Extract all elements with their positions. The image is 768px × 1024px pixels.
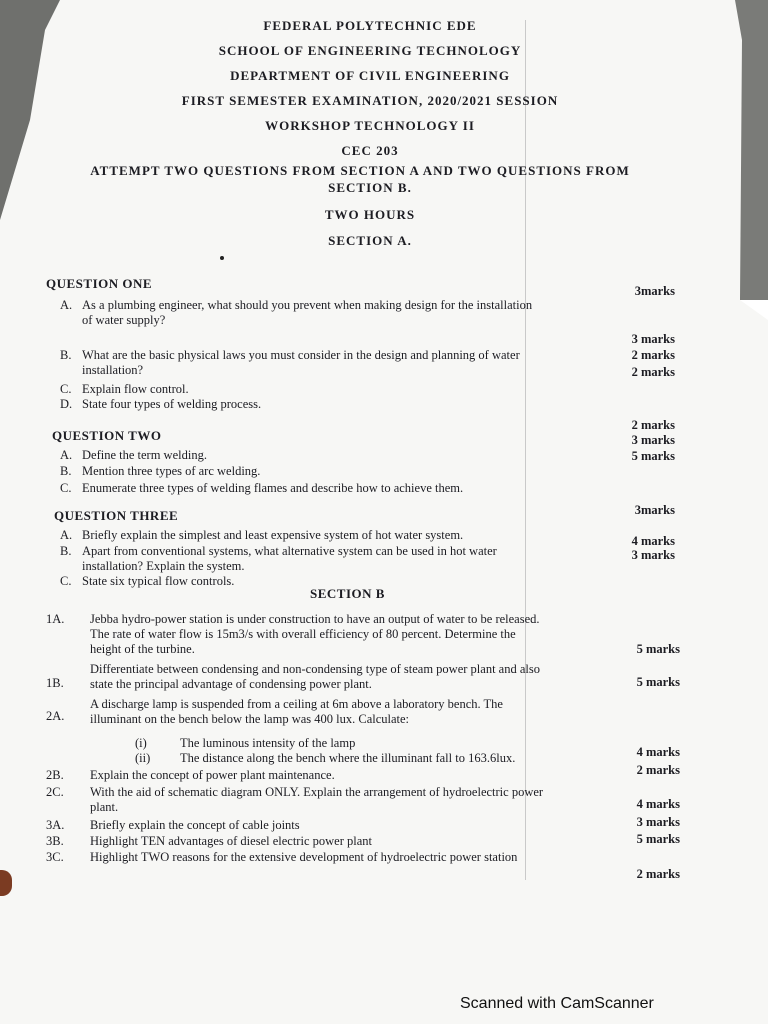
sb-2c-number: 2C.	[46, 785, 64, 799]
sb-3c-number: 3C.	[46, 850, 64, 864]
course-title: WORKSHOP TECHNOLOGY II	[265, 118, 475, 133]
q1-b-label: B.	[60, 348, 72, 362]
sb-2b-text: Explain the concept of power plant maintenance.	[90, 768, 335, 782]
q2-c-text: Enumerate three types of welding flames and describe how to achieve them.	[82, 481, 464, 495]
q3-part-b	[60, 544, 675, 574]
q1-a-text: As a plumbing engineer, what should you prevent when making design for the installation	[82, 298, 533, 312]
sb-2c-body	[90, 785, 680, 815]
question-two-title: QUESTION TWO	[52, 428, 162, 443]
sb-1a-marks: 5 marks	[636, 642, 680, 656]
sb-2a-line-2: illuminant on the bench below the lamp was 400 lux. Calculate:	[90, 712, 410, 726]
q1-d-text: State four types of welding process.	[82, 397, 262, 411]
sb-3b-number: 3B.	[46, 834, 64, 848]
question-three-title: QUESTION THREE	[54, 508, 179, 523]
q3-part-a	[60, 528, 675, 543]
sb-1a-body	[90, 612, 680, 657]
sb-1a-line-3: height of the turbine.	[90, 642, 195, 656]
sb-2c-line-1: With the aid of schematic diagram ONLY. Explain the arrangement of hydroelectric power	[90, 785, 544, 799]
sb-1b-marks: 5 marks	[636, 675, 680, 689]
q1-part-d	[60, 397, 675, 412]
sb-2a-marks: 4 marks	[636, 745, 680, 759]
ink-dot	[220, 256, 224, 260]
q2-b-label: B.	[60, 464, 72, 478]
q2-c-marks: 5 marks	[631, 449, 675, 463]
sb-3a-marks: 3 marks	[636, 815, 680, 829]
q2-part-a	[60, 448, 675, 463]
institution-name: FEDERAL POLYTECHNIC EDE	[263, 18, 477, 33]
q3-b-continuation: installation? Explain the system.	[82, 559, 245, 573]
q1-c-text: Explain flow control.	[82, 382, 189, 396]
duration: TWO HOURS	[324, 207, 416, 222]
q1-d-label: D.	[60, 397, 73, 411]
q2-b-text: Mention three types of arc welding.	[82, 464, 261, 478]
q3-b-label: B.	[60, 544, 72, 558]
q3-c-text: State six typical flow controls.	[82, 574, 235, 588]
instruction-line-2: SECTION B.	[328, 180, 412, 195]
q3-a-label: A.	[60, 528, 73, 542]
q1-d-marks: 2 marks	[631, 365, 675, 379]
q1-b-marks: 3 marks	[631, 332, 675, 346]
sb-3a-number: 3A.	[46, 818, 65, 832]
section-a-title: SECTION A.	[328, 233, 412, 248]
sb-question-1b	[46, 662, 680, 694]
q2-part-c	[60, 481, 675, 496]
sb-2b-marks: 2 marks	[636, 763, 680, 777]
q3-a-marks: 3marks	[634, 503, 675, 517]
q2-c-label: C.	[60, 481, 72, 495]
q1-c-marks: 2 marks	[631, 348, 675, 362]
sb-1b-number: 1B.	[46, 676, 64, 690]
sb-2a-body	[90, 697, 680, 727]
sb-1a-line-1: Jebba hydro-power station is under construction to have an output of water to be released.	[90, 612, 540, 626]
q2-b-marks: 3 marks	[631, 433, 675, 447]
q2-a-text: Define the term welding.	[82, 448, 207, 462]
q1-a-continuation: of water supply?	[82, 313, 166, 327]
sb-1b-body	[90, 662, 680, 692]
sb-3a-text: Briefly explain the concept of cable joints	[90, 818, 300, 832]
sb-1b-line-1: Differentiate between condensing and non-condensing type of steam power plant and also	[90, 662, 540, 676]
q3-b-marks: 4 marks	[631, 534, 675, 548]
q3-b-text: Apart from conventional systems, what alternative system can be used in hot water	[82, 544, 497, 558]
q2-a-marks: 2 marks	[631, 418, 675, 432]
q1-part-b	[60, 348, 675, 378]
sb-question-2c	[46, 785, 680, 817]
exam-title: FIRST SEMESTER EXAMINATION, 2020/2021 SESSION	[181, 93, 559, 108]
sb-2a-line-1: A discharge lamp is suspended from a ceiling at 6m above a laboratory bench. The	[90, 697, 503, 711]
q2-part-b	[60, 464, 675, 479]
sb-question-2a	[46, 697, 680, 729]
camscanner-watermark: Scanned with CamScanner	[460, 995, 654, 1012]
q3-a-text: Briefly explain the simplest and least expensive system of hot water system.	[82, 528, 464, 542]
sb-3c-text: Highlight TWO reasons for the extensive development of hydroelectric power station	[90, 850, 518, 864]
sb-2c-marks: 4 marks	[636, 797, 680, 811]
sb-1a-line-2: The rate of water flow is 15m3/s with overall efficiency of 80 percent. Determine the	[90, 627, 516, 641]
department-name: DEPARTMENT OF CIVIL ENGINEERING	[230, 68, 510, 83]
section-b-title: SECTION B	[310, 586, 385, 601]
q3-c-marks: 3 marks	[631, 548, 675, 562]
sb-2a-ii-text: The distance along the bench where the illuminant fall to 163.6lux.	[180, 751, 516, 765]
q1-a-label: A.	[60, 298, 73, 312]
q1-a-marks: 3marks	[634, 284, 675, 298]
q3-c-label: C.	[60, 574, 72, 588]
sb-3c-marks: 2 marks	[636, 867, 680, 881]
q1-c-label: C.	[60, 382, 72, 396]
sb-1b-line-2: state the principal advantage of condensing power plant.	[90, 677, 372, 691]
q1-b-text: What are the basic physical laws you must consider in the design and planning of water	[82, 348, 520, 362]
q1-part-a	[60, 298, 675, 328]
q1-part-c	[60, 382, 675, 397]
sb-question-1a	[46, 612, 680, 660]
instruction-line-1: ATTEMPT TWO QUESTIONS FROM SECTION A AND TWO QUESTIONS FROM	[90, 163, 630, 178]
q2-a-label: A.	[60, 448, 73, 462]
course-code: CEC 203	[341, 143, 399, 158]
q1-b-continuation: installation?	[82, 363, 144, 377]
sb-1a-number: 1A.	[46, 612, 65, 626]
sb-2a-ii-number: (ii)	[135, 751, 151, 765]
sb-2a-i-text: The luminous intensity of the lamp	[180, 736, 356, 750]
sb-3b-marks: 5 marks	[636, 832, 680, 846]
sb-2c-line-2: plant.	[90, 800, 119, 814]
sb-2a-number: 2A.	[46, 709, 65, 723]
sb-3b-text: Highlight TEN advantages of diesel electric power plant	[90, 834, 372, 848]
school-name: SCHOOL OF ENGINEERING TECHNOLOGY	[218, 43, 522, 58]
sb-2b-number: 2B.	[46, 768, 64, 782]
sb-2a-i-number: (i)	[135, 736, 147, 750]
question-one-title: QUESTION ONE	[46, 276, 153, 291]
